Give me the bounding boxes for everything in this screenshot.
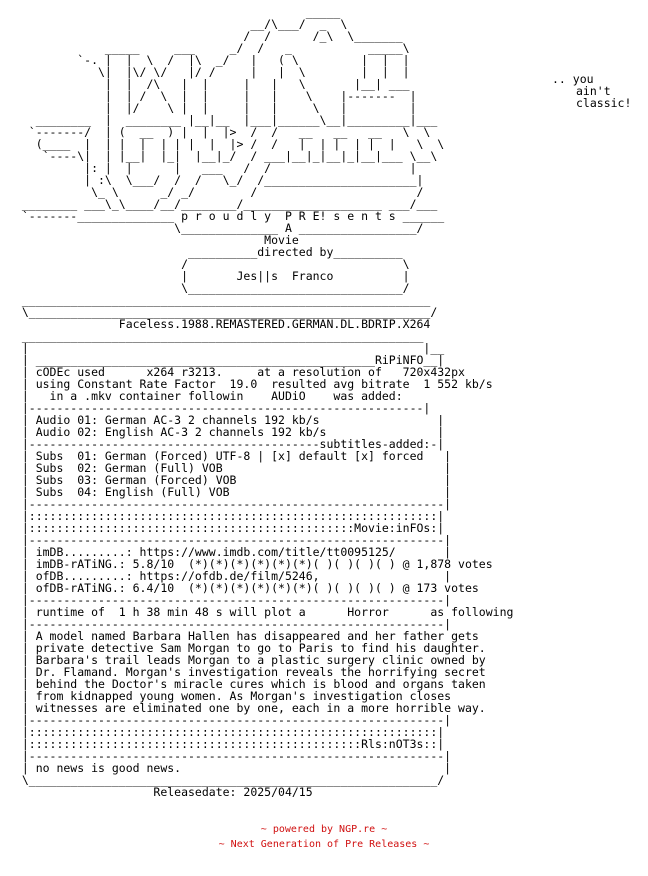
- nfo-line: \| |\/ \/ |/ / | | \ | | |: [8, 65, 431, 79]
- side-caption: [552, 73, 631, 109]
- nfo-line: | Subs 04: English (Full) VOB |: [8, 485, 452, 499]
- nfo-line: | imDB.........: https://www.imdb.com/title/tt0095125/ |: [8, 545, 452, 559]
- nfo-line: Faceless.1988.REMASTERED.GERMAN.DL.BDRIP.X264: [8, 317, 452, 331]
- nfo-line: \______________ A _________________/: [8, 221, 445, 235]
- nfo-line: ________ | ________ |__|__ |___|______\__|_________|___: [8, 113, 438, 127]
- nfo-line: |------------------------------------------------------------|: [8, 749, 452, 763]
- nfo-line: | Audio 02: English AC-3 2 channels 192 kb/s |: [8, 425, 445, 439]
- side-caption-line-1: .. you: [552, 72, 594, 86]
- nfo-text-block: [8, 6, 644, 798]
- nfo-line: \__________________________________________________________/: [8, 305, 445, 319]
- nfo-line: |:::::::::::::::::::::::::::::::::::::::::::::::::::::::::::|: [8, 725, 445, 739]
- nfo-line: |------------------------------------------subtitles-added:-|: [8, 437, 445, 451]
- nfo-line: |::::::::::::::::::::::::::::::::::::::::::::::::Rls:nOT3s::|: [8, 737, 445, 751]
- nfo-line: | Dr. Flamand. Morgan's investigation reveals the horrifying secret: [8, 665, 486, 679]
- nfo-line: __/\___/ _ \: [8, 17, 431, 31]
- nfo-line: \_______________________________/: [8, 281, 445, 295]
- nfo-line: |:::::::::::::::::::::::::::::::::::::::::::::::::::::::::::|: [8, 509, 445, 523]
- nfo-line: Movie: [8, 233, 445, 247]
- nfo-line: | behind the Doctor's miracle cures which is blood and organs taken: [8, 677, 486, 691]
- nfo-line: __________directed by__________: [8, 245, 452, 259]
- nfo-line: `-------/ | ( __ ) | | |> / / __ __ __ \ \: [8, 125, 431, 139]
- nfo-line: | _________________________________________________RiPiNFO__|: [8, 353, 445, 367]
- nfo-line: |:::::::::::::::::::::::::::::::::::::::::::::::Movie:inFOs:|: [8, 521, 445, 535]
- nfo-line: | witnesses are eliminated one by one, each in a more horrible way.: [8, 701, 486, 715]
- nfo-line: | from kidnapped young women. As Morgan's investigation closes: [8, 689, 452, 703]
- nfo-line: _____: [8, 5, 438, 19]
- nfo-line: ___________________________________________________________: [8, 293, 445, 307]
- footer-powered-by: ~ powered by NGP.re ~: [260, 824, 388, 835]
- nfo-line: |------------------------------------------------------------|: [8, 713, 452, 727]
- nfo-line: |------------------------------------------------------------|: [8, 497, 452, 511]
- nfo-line: | Barbara's trail leads Morgan to a plastic surgery clinic owned by: [8, 653, 486, 667]
- nfo-line: | in a .mkv container followin AUDiO was added:: [8, 389, 452, 403]
- nfo-line: | private detective Sam Morgan to go to Paris to find his daughter.: [8, 641, 486, 655]
- nfo-line: |: | | | ___ / / |: [8, 161, 438, 175]
- nfo-line: __________________________________________________________: [8, 329, 445, 343]
- nfo-line: ________ ___\_\____/__/________/____________________ ___/___: [8, 197, 438, 211]
- nfo-line: (____ | | | | | | | | |> / / | | | | | | \ \: [8, 137, 445, 151]
- nfo-line: Releasedate: 2025/04/15: [8, 785, 452, 799]
- nfo-line: | ofDB.........: https://ofdb.de/film/5246, |: [8, 569, 452, 583]
- nfo-line: | Jes||s Franco |: [8, 269, 445, 283]
- nfo-line: `----\| | |__| |_| |__|_/ / ___|__|_|__|_|__|___ \__\: [8, 149, 438, 163]
- nfo-line: | Subs 03: German (Forced) VOB |: [8, 473, 452, 487]
- nfo-line: \___________________________________________________________/: [8, 773, 445, 787]
- nfo-line: | Audio 01: German AC-3 2 channels 192 kb/s |: [8, 413, 445, 427]
- nfo-line: `-. | | \ / |\ _/ | ( \ | | |: [8, 53, 431, 67]
- nfo-line: | no news is good news. |: [8, 761, 452, 775]
- nfo-line: | Subs 01: German (Forced) UTF-8 | [x] default [x] forced |: [8, 449, 452, 463]
- nfo-line: |------------------------------------------------------------|: [8, 593, 452, 607]
- side-caption-line-2: ain't: [576, 84, 611, 98]
- side-caption-line-3: classic!: [576, 96, 632, 110]
- nfo-line: | using Constant Rate Factor 19.0 resulted avg bitrate 1 552 kb/s: [8, 377, 493, 391]
- nfo-line: | Subs 02: German (Full) VOB |: [8, 461, 452, 475]
- nfo-line: / \: [8, 257, 445, 271]
- nfo-line: | :\ \___/ / / \_/ /______________________|: [8, 173, 438, 187]
- nfo-line: | | / \ | | | | \ |------- |: [8, 89, 431, 103]
- nfo-line: | runtime of 1 h 38 min 48 s will plot a Horror as following: [8, 605, 514, 619]
- nfo-line: |------------------------------------------------------------|: [8, 617, 452, 631]
- nfo-line: | |__: [8, 341, 445, 355]
- footer-tagline: ~ Next Generation of Pre Releases ~: [218, 839, 430, 850]
- nfo-line: |------------------------------------------------------------|: [8, 533, 452, 547]
- nfo-line: | A model named Barbara Hallen has disappeared and her father gets: [8, 629, 479, 643]
- nfo-line: / / /_\ \_______: [8, 29, 431, 43]
- nfo-line: | | /\ | | | | \ |__| ___: [8, 77, 424, 91]
- nfo-line: | imDB-rATiNG.: 5.8/10 (*)(*)(*)(*)(*)(*)( )( )( )( ) @ 1,878 votes: [8, 557, 493, 571]
- nfo-line: |---------------------------------------------------------|: [8, 401, 445, 415]
- nfo-line: _____ ___ _/ / _ _____\: [8, 41, 431, 55]
- nfo-line: | ofDB-rATiNG.: 6.4/10 (*)(*)(*)(*)(*)(*)( )( )( )( ) @ 173 votes: [8, 581, 479, 595]
- nfo-line: \_ \ _/ _/ / /: [8, 185, 445, 199]
- nfo-line: | cODEc used x264 r3213. at a resolution of 720x432px: [8, 365, 465, 379]
- nfo-line: `-------______________ p r o u d l y P R E! s e n t s ______: [8, 209, 445, 223]
- nfo-line: | |/ \ | | | | \ | |: [8, 101, 431, 115]
